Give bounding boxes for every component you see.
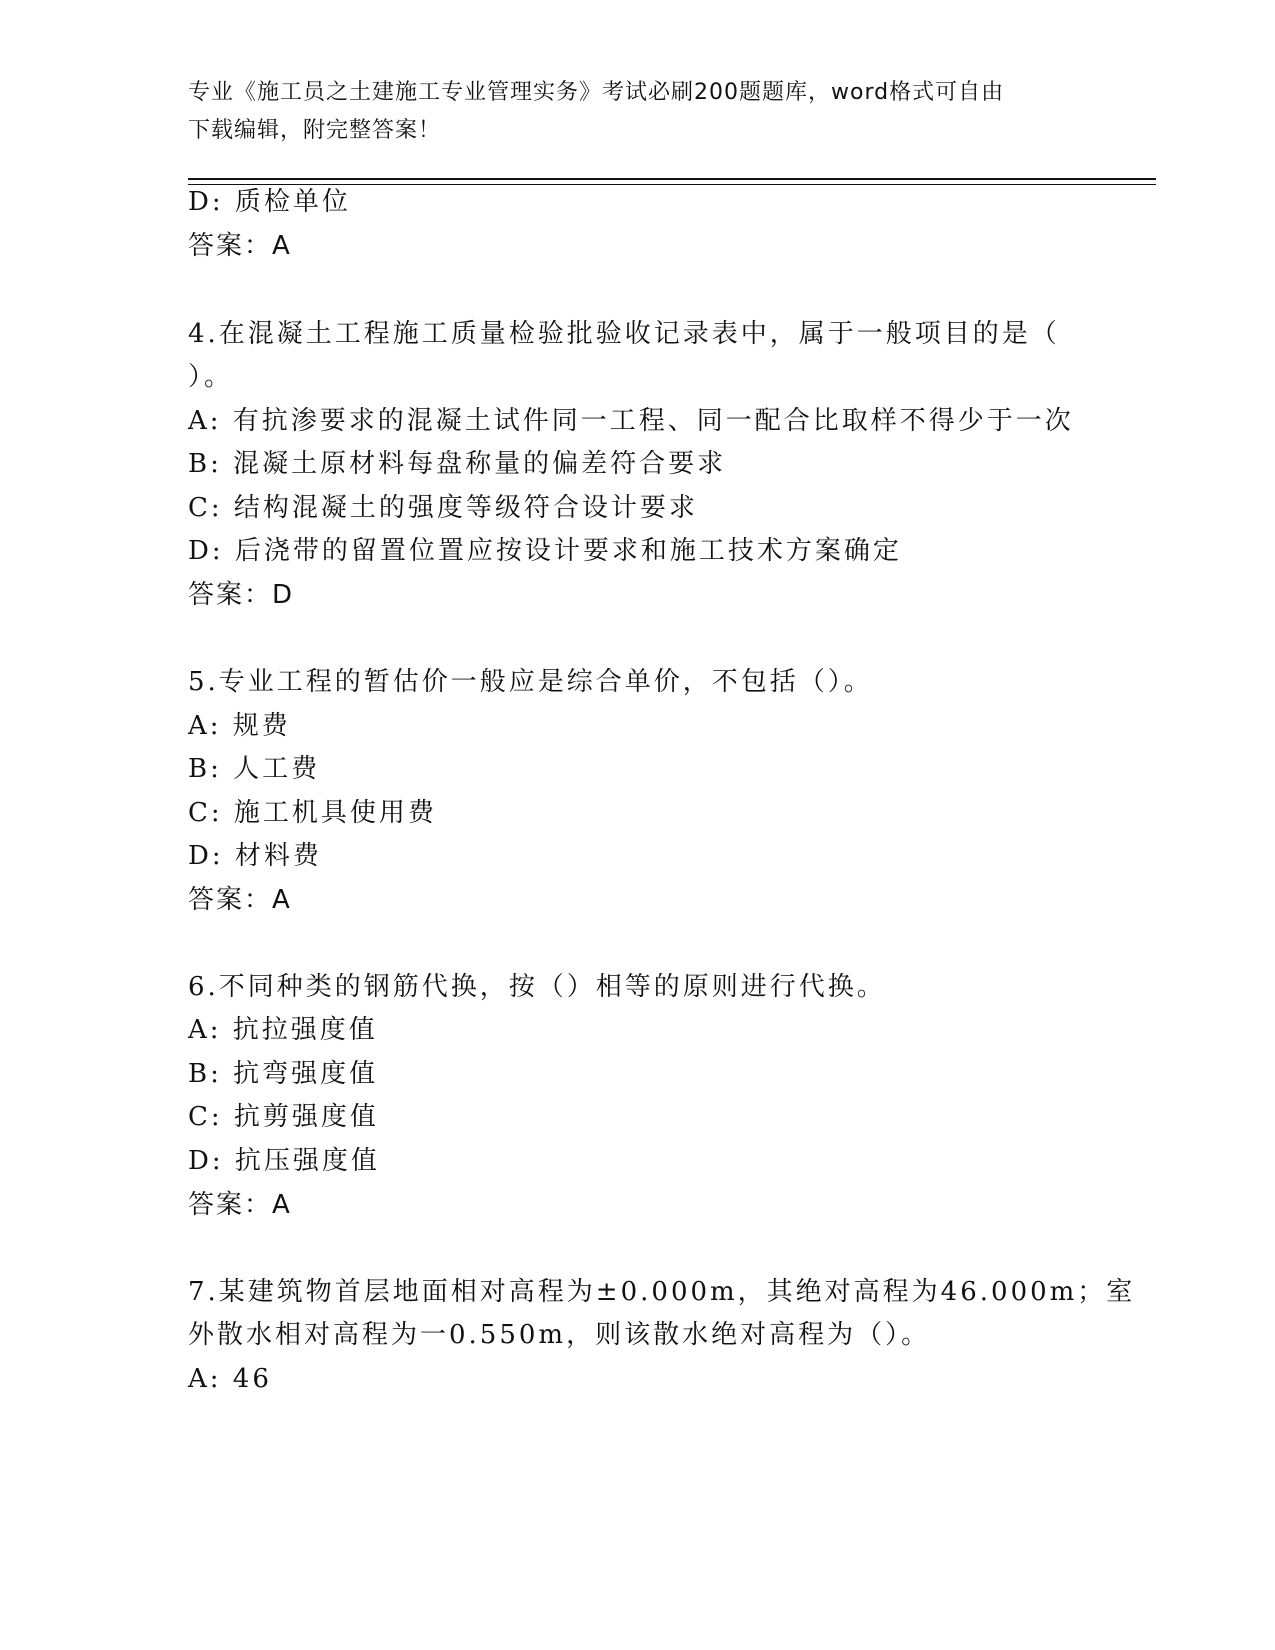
option-line: B: 混凝土原材料每盘称量的偏差符合要求 xyxy=(188,449,727,479)
question-line: 4.在混凝土工程施工质量检验批验收记录表中，属于一般项目的是（ xyxy=(188,319,1060,349)
question-line: ）。 xyxy=(188,362,234,392)
option-line: C: 结构混凝土的强度等级符合设计要求 xyxy=(188,493,698,523)
option-line: B: 人工费 xyxy=(188,754,321,784)
option-line: D: 后浇带的留置位置应按设计要求和施工技术方案确定 xyxy=(188,536,902,566)
question-line: 7.某建筑物首层地面相对高程为±0.000m，其绝对高程为46.000m；室 xyxy=(188,1277,1136,1307)
question-line: 外散水相对高程为一0.550m，则该散水绝对高程为（）。 xyxy=(188,1320,931,1350)
option-line: B: 抗弯强度值 xyxy=(188,1059,379,1089)
option-line: A: 有抗渗要求的混凝土试件同一工程、同一配合比取样不得少于一次 xyxy=(188,406,1074,436)
option-line: A: 抗拉强度值 xyxy=(188,1015,378,1045)
header-title-line-1: 专业《施工员之土建施工专业管理实务》考试必刷200题题库，word格式可自由 xyxy=(188,80,1005,105)
answer-line: 答案：A xyxy=(188,231,292,261)
option-line: A: 46 xyxy=(188,1364,272,1394)
document-header xyxy=(188,74,1088,150)
option-line: D: 抗压强度值 xyxy=(188,1146,380,1176)
header-divider-thin xyxy=(188,184,1156,185)
answer-line: 答案：A xyxy=(188,1190,292,1220)
header-divider-thick xyxy=(188,178,1156,180)
question-line: 5.专业工程的暂估价一般应是综合单价，不包括（）。 xyxy=(188,667,873,697)
option-line: D: 质检单位 xyxy=(188,187,351,217)
option-line: C: 施工机具使用费 xyxy=(188,798,437,828)
option-line: D: 材料费 xyxy=(188,841,322,871)
question-line: 6.不同种类的钢筋代换，按（）相等的原则进行代换。 xyxy=(188,972,886,1002)
option-line: C: 抗剪强度值 xyxy=(188,1102,379,1132)
answer-line: 答案：A xyxy=(188,885,292,915)
option-line: A: 规费 xyxy=(188,711,291,741)
header-title-line-2: 下载编辑，附完整答案！ xyxy=(188,118,442,143)
answer-line: 答案：D xyxy=(188,580,295,610)
